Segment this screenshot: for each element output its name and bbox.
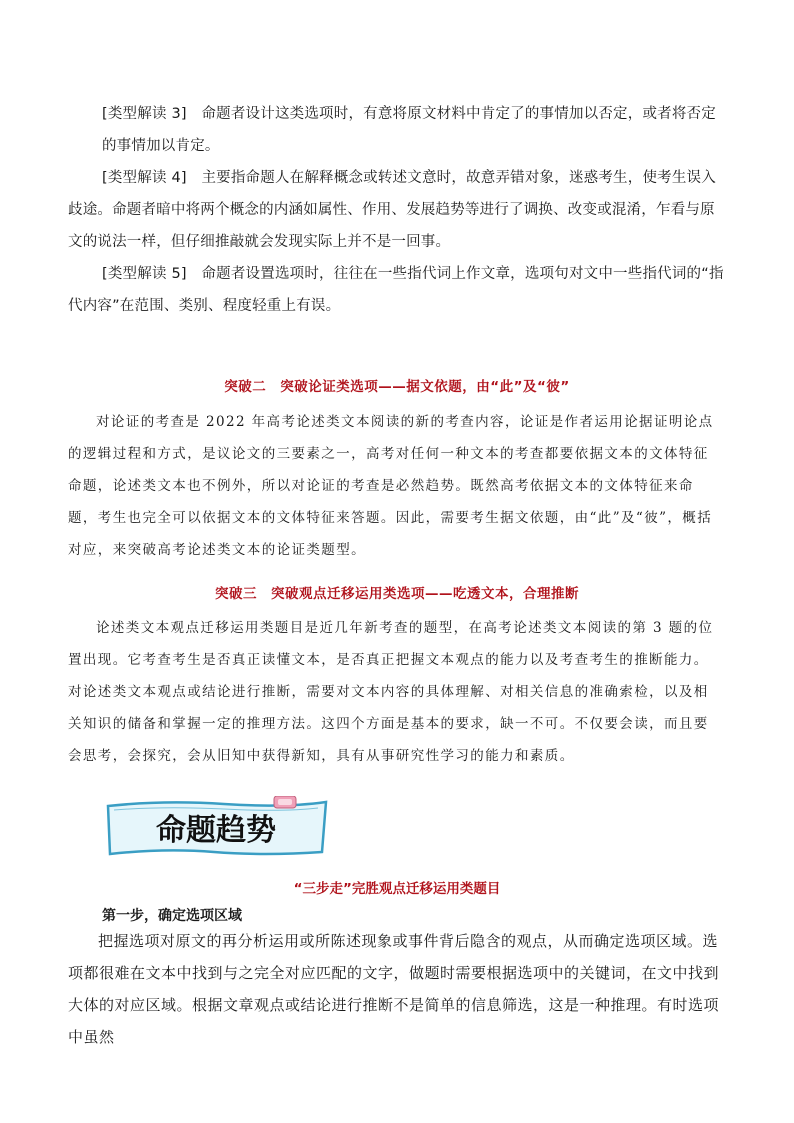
step-1-body [68,925,724,1053]
type-explanation-5-text: [类型解读 5] 命题者设置选项时，往往在一些指代词上作文章，选项句对文中一些指代词的“指代内容”在范围、类别、程度轻重上有误。 [68,266,724,314]
type-explanation-4-text: [类型解读 4] 主要指命题人在解释概念或转述文意时，故意弄错对象，迷惑考生，使考生误入歧途。命题者暗中将两个概念的内涵如属性、作用、发展趋势等进行了调换、改变或混淆，乍看与原文的说法一样，但仔细推敲就会发现实际上并不是一回事。 [68,170,716,250]
breakthrough-2-text: 对论证的考查是 2022 年高考论述类文本阅读的新的考查内容，论证是作者运用论据证明论点的逻辑过程和方式，是议论文的三要素之一，高考对任何一种文本的考查都要依据文本的文体特征命题，论述类文本也不例外，所以对论证的考查是必然趋势。既然高考依据文本的文体特征来命题，考生也完全可以依据文本的文体特征来答题。因此，需要考生据文依题，由“此”及“彼”，概括对应，来突破高考论述类文本的论证类题型。 [68,414,714,558]
trend-heading: “三步走”完胜观点迁移运用类题目 [293,881,501,897]
step-1-heading: 第一步，确定选项区域 [102,908,242,924]
breakthrough-2-body [68,406,720,566]
type-explanation-4 [68,162,724,258]
type-explanation-3: [类型解读 3] 命题者设计这类选项时，有意将原文材料中肯定了的事情加以否定，或者将否定的事情加以肯定。 [102,106,716,154]
step-1-text: 把握选项对原文的再分析运用或所陈述现象或事件背后隐含的观点，从而确定选项区域。选项都很难在文本中找到与之完全对应匹配的文字，做题时需要根据选项中的关键词，在文中找到大体的对应区域。根据文章观点或结论进行推断不是简单的信息筛选，这是一种推理。有时选项中虽然 [68,932,720,1046]
breakthrough-3-body [68,612,720,772]
type-explanation-5 [68,258,724,322]
paper-clip-icon [274,796,296,808]
breakthrough-3-text: 论述类文本观点迁移运用类题目是近几年新考查的题型，在高考论述类文本阅读的第 3 题的位置出现。它考查考生是否真正读懂文本，是否真正把握文本观点的能力以及考查考生的推断能力。对论述类文本观点或结论进行推断，需要对文本内容的具体理解、对相关信息的准确索检，以及相关知识的储备和掌握一定的推理方法。这四个方面是基本的要求，缺一不可。不仅要会读，而且要会思考，会探究，会从旧知中获得新知，具有从事研究性学习的能力和素质。 [68,620,714,764]
banner-text: 命题趋势 [156,813,276,848]
trend-banner [104,796,330,858]
breakthrough-3-heading: 突破三 突破观点迁移运用类选项——吃透文本，合理推断 [215,586,579,602]
breakthrough-2-heading: 突破二 突破论证类选项——据文依题，由“此”及“彼” [224,379,570,395]
